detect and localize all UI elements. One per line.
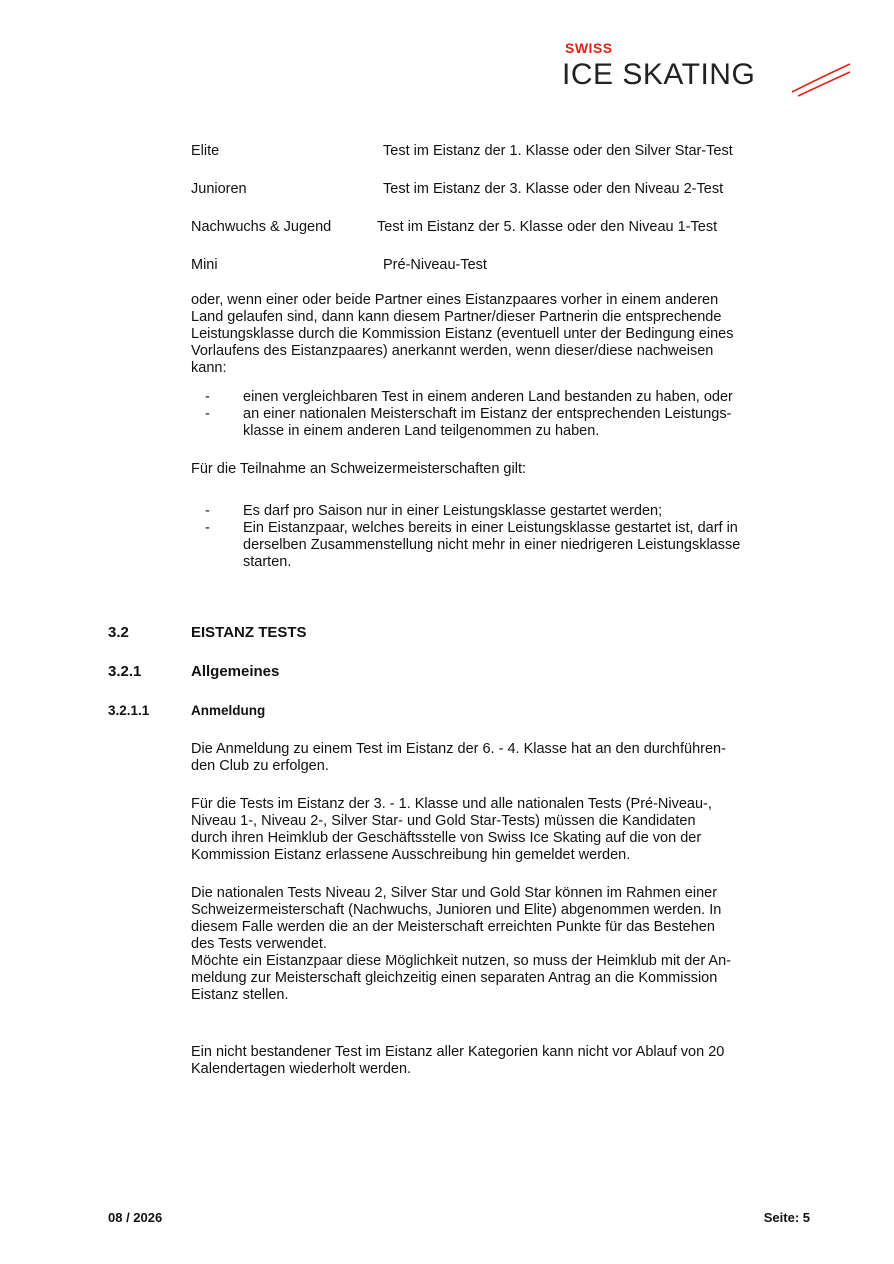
- level-desc-junioren: Test im Eistanz der 3. Klasse oder den Niveau 2-Test: [383, 181, 724, 197]
- section-title-anmeldung: Anmeldung: [191, 703, 266, 718]
- text-line: des Tests verwendet.: [191, 936, 327, 952]
- text-line: kann:: [191, 360, 227, 376]
- level-desc-mini: Pré-Niveau-Test: [383, 257, 487, 273]
- bullet-dash: -: [205, 389, 210, 405]
- text-line: derselben Zusammenstellung nicht mehr in einer niedrigeren Leistungsklasse: [243, 537, 741, 553]
- paragraph-wiederholung: [191, 1044, 811, 1078]
- section-number-3-2-1-1: 3.2.1.1: [108, 703, 150, 718]
- text-line: starten.: [243, 554, 292, 570]
- text-line: Möchte ein Eistanzpaar diese Möglichkeit nutzen, so muss der Heimklub mit der An-: [191, 953, 731, 969]
- level-desc-elite: Test im Eistanz der 1. Klasse oder den Silver Star-Test: [383, 143, 733, 159]
- text-line: oder, wenn einer oder beide Partner eines Eistanzpaares vorher in einem anderen: [191, 292, 719, 308]
- logo-swiss-text: SWISS: [565, 40, 613, 56]
- logo-main-text: ICE SKATING: [562, 58, 756, 91]
- level-desc-nachwuchs-jugend: Test im Eistanz der 5. Klasse oder den Niveau 1-Test: [377, 219, 718, 235]
- level-name-mini: Mini: [191, 257, 218, 273]
- text-line: Kalendertagen wiederholt werden.: [191, 1061, 412, 1077]
- bullet-dash: -: [205, 520, 210, 536]
- section-number-3-2-1: 3.2.1: [108, 663, 142, 680]
- bullet-dash: -: [205, 406, 210, 422]
- text-line: Die nationalen Tests Niveau 2, Silver Star und Gold Star können im Rahmen einer: [191, 885, 718, 901]
- section-title-allgemeines: Allgemeines: [191, 663, 280, 680]
- text-line: Es darf pro Saison nur in einer Leistungsklasse gestartet werden;: [243, 503, 663, 519]
- list-item: [205, 520, 810, 571]
- text-line: Vorlaufens des Eistanzpaares) anerkannt werden, wenn dieser/diese nachweisen: [191, 343, 714, 359]
- text-line: Schweizermeisterschaft (Nachwuchs, Junioren und Elite) abgenommen werden. In: [191, 902, 722, 918]
- text-line: Land gelaufen sind, dann kann diesem Partner/dieser Partnerin die entsprechende: [191, 309, 722, 325]
- footer-page-number: Seite: 5: [763, 1210, 810, 1225]
- text-line: Ein nicht bestandener Test im Eistanz aller Kategorien kann nicht vor Ablauf von 20: [191, 1044, 725, 1060]
- section-number-3-2: 3.2: [108, 624, 129, 641]
- text-line: Die Anmeldung zu einem Test im Eistanz der 6. - 4. Klasse hat an den durchführen-: [191, 741, 726, 757]
- list-item: [205, 389, 810, 406]
- text-line: Für die Tests im Eistanz der 3. - 1. Klasse und alle nationalen Tests (Pré-Niveau-,: [191, 796, 712, 812]
- text-line: Ein Eistanzpaar, welches bereits in einer Leistungsklasse gestartet ist, darf in: [243, 520, 738, 536]
- paragraph-nationale-tests: [191, 796, 811, 864]
- paragraph-meisterschaft: [191, 885, 811, 1004]
- section-title-eistanz-tests: EISTANZ TESTS: [191, 624, 307, 641]
- text-line: meldung zur Meisterschaft gleichzeitig einen separaten Antrag an die Kommission: [191, 970, 718, 986]
- paragraph-teilnahme: Für die Teilnahme an Schweizermeisterschaften gilt:: [191, 461, 527, 477]
- text-line: Niveau 1-, Niveau 2-, Silver Star- und Gold Star-Tests) müssen die Kandidaten: [191, 813, 696, 829]
- text-line: durch ihren Heimklub der Geschäftsstelle von Swiss Ice Skating auf die von der: [191, 830, 702, 846]
- level-name-nachwuchs-jugend: Nachwuchs & Jugend: [191, 219, 332, 235]
- footer-date: 08 / 2026: [108, 1210, 163, 1225]
- list-item: [205, 503, 810, 520]
- swiss-ice-skating-logo: [562, 38, 852, 110]
- paragraph-oder: [191, 292, 811, 377]
- bullet-list-teilnahme: [205, 503, 810, 571]
- bullet-dash: -: [205, 503, 210, 519]
- text-line: Kommission Eistanz erlassene Ausschreibung hin gemeldet werden.: [191, 847, 631, 863]
- text-line: einen vergleichbaren Test in einem anderen Land bestanden zu haben, oder: [243, 389, 733, 405]
- text-line: den Club zu erfolgen.: [191, 758, 329, 774]
- level-name-elite: Elite: [191, 143, 220, 159]
- level-name-junioren: Junioren: [191, 181, 247, 197]
- bullet-list-nachweis: [205, 389, 810, 440]
- text-line: Leistungsklasse durch die Kommission Eistanz (eventuell unter der Bedingung eines: [191, 326, 734, 342]
- text-line: diesem Falle werden die an der Meisterschaft erreichten Punkte für das Bestehen: [191, 919, 715, 935]
- logo-swoosh-icon: [562, 38, 852, 110]
- text-line: klasse in einem anderen Land teilgenommen zu haben.: [243, 423, 600, 439]
- text-line: Eistanz stellen.: [191, 987, 289, 1003]
- paragraph-anmeldung-club: [191, 741, 811, 775]
- text-line: an einer nationalen Meisterschaft im Eistanz der entsprechenden Leistungs-: [243, 406, 732, 422]
- list-item: [205, 406, 810, 440]
